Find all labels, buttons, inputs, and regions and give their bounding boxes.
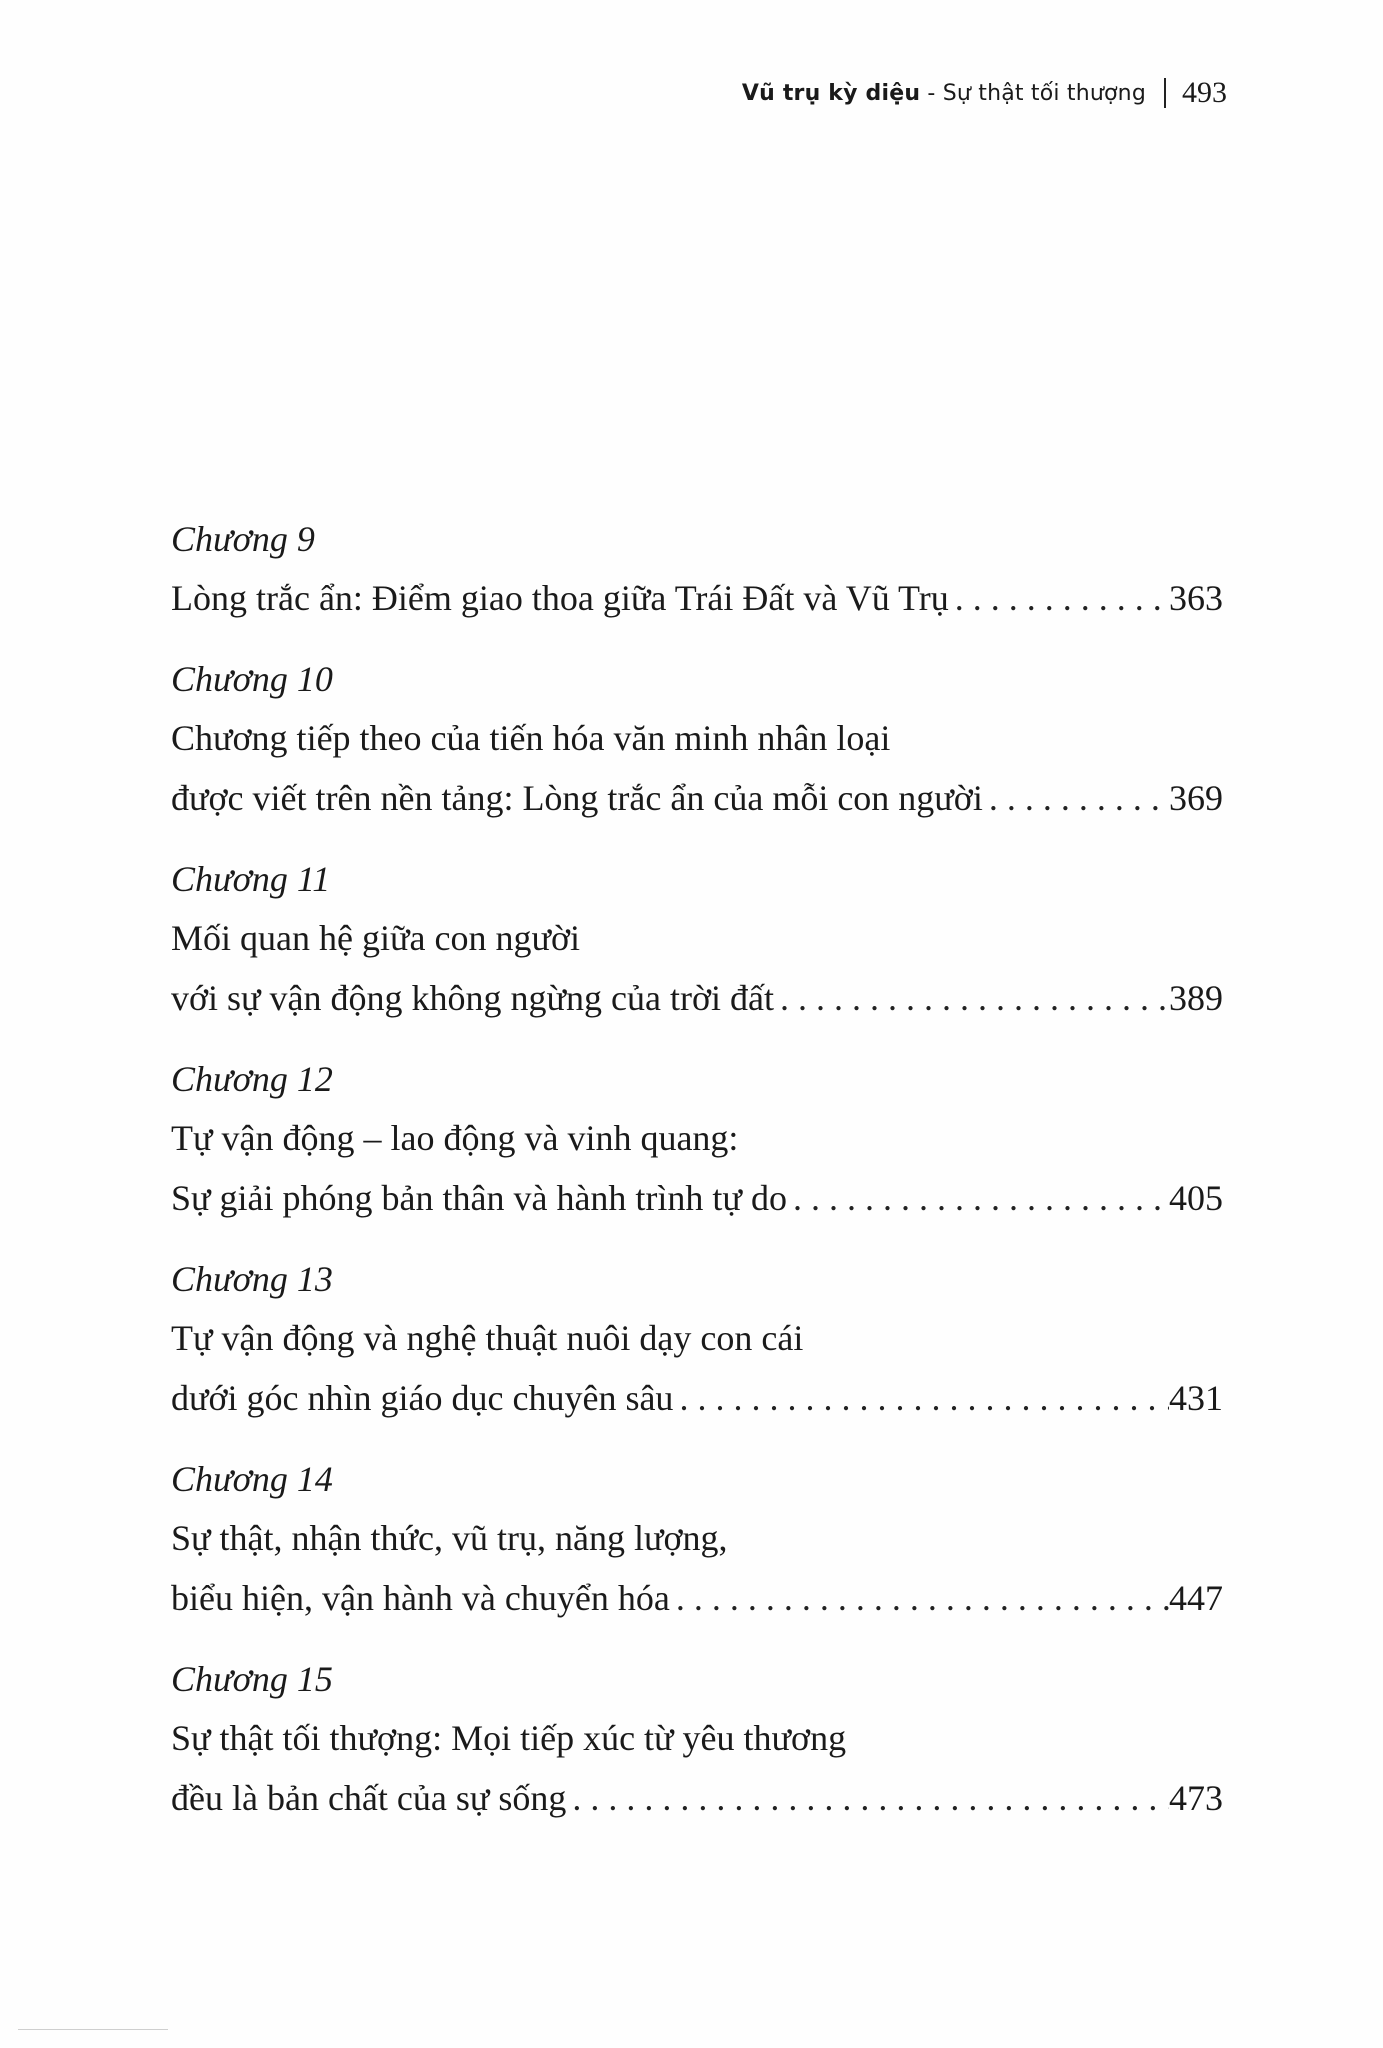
chapter-page-number: 389 — [1169, 978, 1223, 1018]
toc-line — [171, 1108, 1223, 1168]
chapter-label: Chương 14 — [171, 1459, 333, 1499]
chapter-page-number: 405 — [1169, 1178, 1223, 1218]
toc-line — [171, 1568, 1223, 1628]
chapter-title-line-2: đều là bản chất của sự sống — [171, 1778, 567, 1818]
chapter-label: Chương 10 — [171, 659, 333, 699]
toc-line — [171, 1768, 1223, 1828]
chapter-page-number: 431 — [1169, 1378, 1223, 1418]
toc-line — [171, 708, 1223, 768]
chapter-label: Chương 12 — [171, 1059, 333, 1099]
chapter-title-line-2: được viết trên nền tảng: Lòng trắc ẩn của mỗi con người — [171, 778, 983, 818]
chapter-label: Chương 15 — [171, 1659, 333, 1699]
toc-entry-chapter-13 — [171, 1250, 1223, 1428]
chapter-title-line-1: Tự vận động – lao động và vinh quang: — [171, 1118, 739, 1158]
toc-entry-chapter-12 — [171, 1050, 1223, 1228]
chapter-title-line-1: Sự thật, nhận thức, vũ trụ, năng lượng, — [171, 1518, 728, 1558]
toc-line — [171, 768, 1223, 828]
dot-leader — [787, 1168, 1169, 1228]
chapter-title-line-1: Chương tiếp theo của tiến hóa văn minh nhân loại — [171, 718, 891, 758]
chapter-page-number: 363 — [1169, 578, 1223, 618]
toc-line — [171, 908, 1223, 968]
chapter-title-line-1: Tự vận động và nghệ thuật nuôi dạy con cái — [171, 1318, 804, 1358]
chapter-page-number: 369 — [1169, 778, 1223, 818]
scan-edge-line — [18, 2029, 168, 2030]
toc-line — [171, 1168, 1223, 1228]
dot-leader — [673, 1368, 1169, 1428]
dot-leader — [949, 568, 1169, 628]
toc-line — [171, 1368, 1223, 1428]
book-subtitle: - Sự thật tối thượng — [920, 80, 1146, 106]
toc-line — [171, 568, 1223, 628]
header-divider — [1164, 78, 1166, 108]
toc-line — [171, 1708, 1223, 1768]
chapter-label: Chương 9 — [171, 519, 315, 559]
chapter-page-number: 447 — [1169, 1578, 1223, 1618]
dot-leader — [774, 968, 1169, 1028]
dot-leader — [983, 768, 1169, 828]
table-of-contents — [171, 510, 1223, 1850]
toc-entry-chapter-10 — [171, 650, 1223, 828]
toc-entry-chapter-14 — [171, 1450, 1223, 1628]
chapter-label: Chương 11 — [171, 859, 331, 899]
chapter-title-line-2: với sự vận động không ngừng của trời đất — [171, 978, 775, 1018]
toc-entry-chapter-15 — [171, 1650, 1223, 1828]
chapter-title: Lòng trắc ẩn: Điểm giao thoa giữa Trái Đất và Vũ Trụ — [171, 578, 949, 618]
chapter-title-line-2: Sự giải phóng bản thân và hành trình tự do — [171, 1178, 787, 1218]
page-number: 493 — [1182, 76, 1227, 109]
toc-line — [171, 1308, 1223, 1368]
chapter-title-line-1: Sự thật tối thượng: Mọi tiếp xúc từ yêu thương — [171, 1718, 847, 1758]
dot-leader — [566, 1768, 1169, 1828]
running-header — [742, 76, 1227, 110]
running-title — [742, 81, 1146, 106]
book-title: Vũ trụ kỳ diệu — [741, 80, 921, 106]
dot-leader — [670, 1568, 1169, 1628]
chapter-title-line-1: Mối quan hệ giữa con người — [171, 918, 580, 958]
toc-entry-chapter-9 — [171, 510, 1223, 628]
toc-entry-chapter-11 — [171, 850, 1223, 1028]
toc-line — [171, 1508, 1223, 1568]
chapter-title-line-2: biểu hiện, vận hành và chuyển hóa — [171, 1578, 670, 1618]
toc-line — [171, 968, 1223, 1028]
chapter-title-line-2: dưới góc nhìn giáo dục chuyên sâu — [171, 1378, 674, 1418]
chapter-page-number: 473 — [1169, 1778, 1223, 1818]
chapter-label: Chương 13 — [171, 1259, 333, 1299]
